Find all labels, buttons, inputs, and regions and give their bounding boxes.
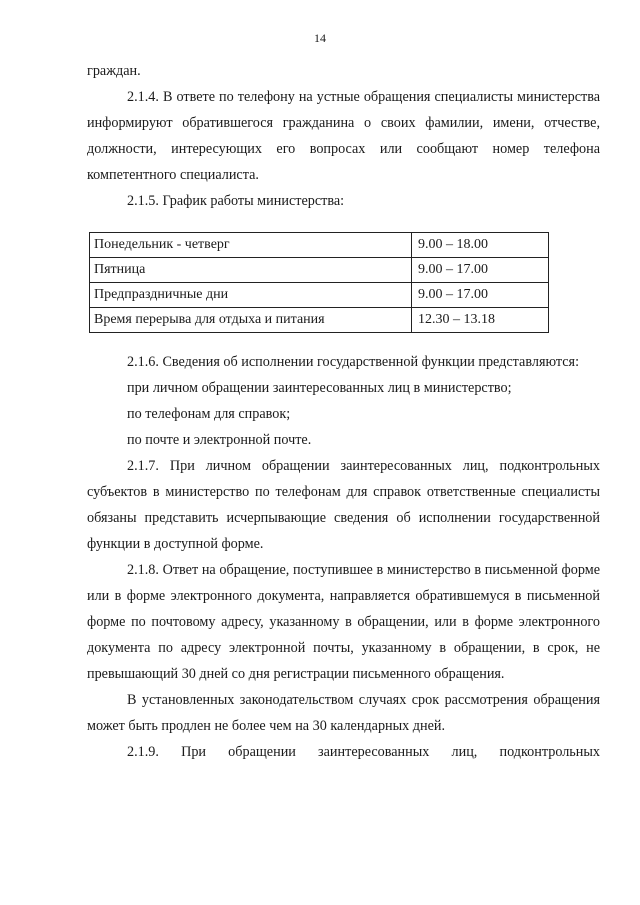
schedule-time: 9.00 – 18.00 <box>412 233 549 258</box>
schedule-day: Время перерыва для отдыха и питания <box>90 308 412 333</box>
table-row <box>90 233 549 258</box>
table-row <box>90 283 549 308</box>
paragraph-2-1-4: 2.1.4. В ответе по телефону на устные обращения специалисты министерства информируют обратившегося гражданина о своих фамилии, имени, отчестве, должности, интересующих его вопросах или сообщают номер телефона компетентного специалиста. <box>87 89 600 183</box>
paragraph-2-1-9: 2.1.9. При обращении заинтересованных лиц, подконтрольных <box>127 744 600 760</box>
paragraph-continuation: граждан. <box>87 63 141 79</box>
schedule-time: 12.30 – 13.18 <box>412 308 549 333</box>
schedule-time: 9.00 – 17.00 <box>412 283 549 308</box>
paragraph-2-1-7: 2.1.7. При личном обращении заинтересованных лиц, подконтрольных субъектов в министерство по телефонам для справок ответственные специалисты обязаны представить исчерпывающие сведения об исполнении государственной функции в доступной форме. <box>87 458 600 552</box>
page-number: 14 <box>314 31 326 45</box>
list-item: по почте и электронной почте. <box>127 432 312 448</box>
list-item: по телефонам для справок; <box>127 406 291 422</box>
schedule-day: Предпраздничные дни <box>90 283 412 308</box>
work-schedule-table <box>89 232 549 333</box>
paragraph-2-1-5: 2.1.5. График работы министерства: <box>127 193 345 209</box>
paragraph-extension: В установленных законодательством случаях срок рассмотрения обращения может быть продлен не более чем на 30 календарных дней. <box>87 692 600 734</box>
table-row <box>90 258 549 283</box>
list-item: при личном обращении заинтересованных лиц в министерство; <box>127 380 512 396</box>
schedule-time: 9.00 – 17.00 <box>412 258 549 283</box>
schedule-day: Понедельник - четверг <box>90 233 412 258</box>
document-body <box>87 58 600 765</box>
paragraph-2-1-6: 2.1.6. Сведения об исполнении государственной функции представляются: <box>127 354 580 370</box>
paragraph-2-1-8: 2.1.8. Ответ на обращение, поступившее в министерство в письменной форме или в форме электронного документа, направляется обратившемуся в письменной форме по почтовому адресу, указанному в обращении, или в форме электронного документа по адресу электронной почты, указанному в обращении, в срок, не превышающий 30 дней со дня регистрации письменного обращения. <box>87 562 600 682</box>
table-row <box>90 308 549 333</box>
schedule-day: Пятница <box>90 258 412 283</box>
